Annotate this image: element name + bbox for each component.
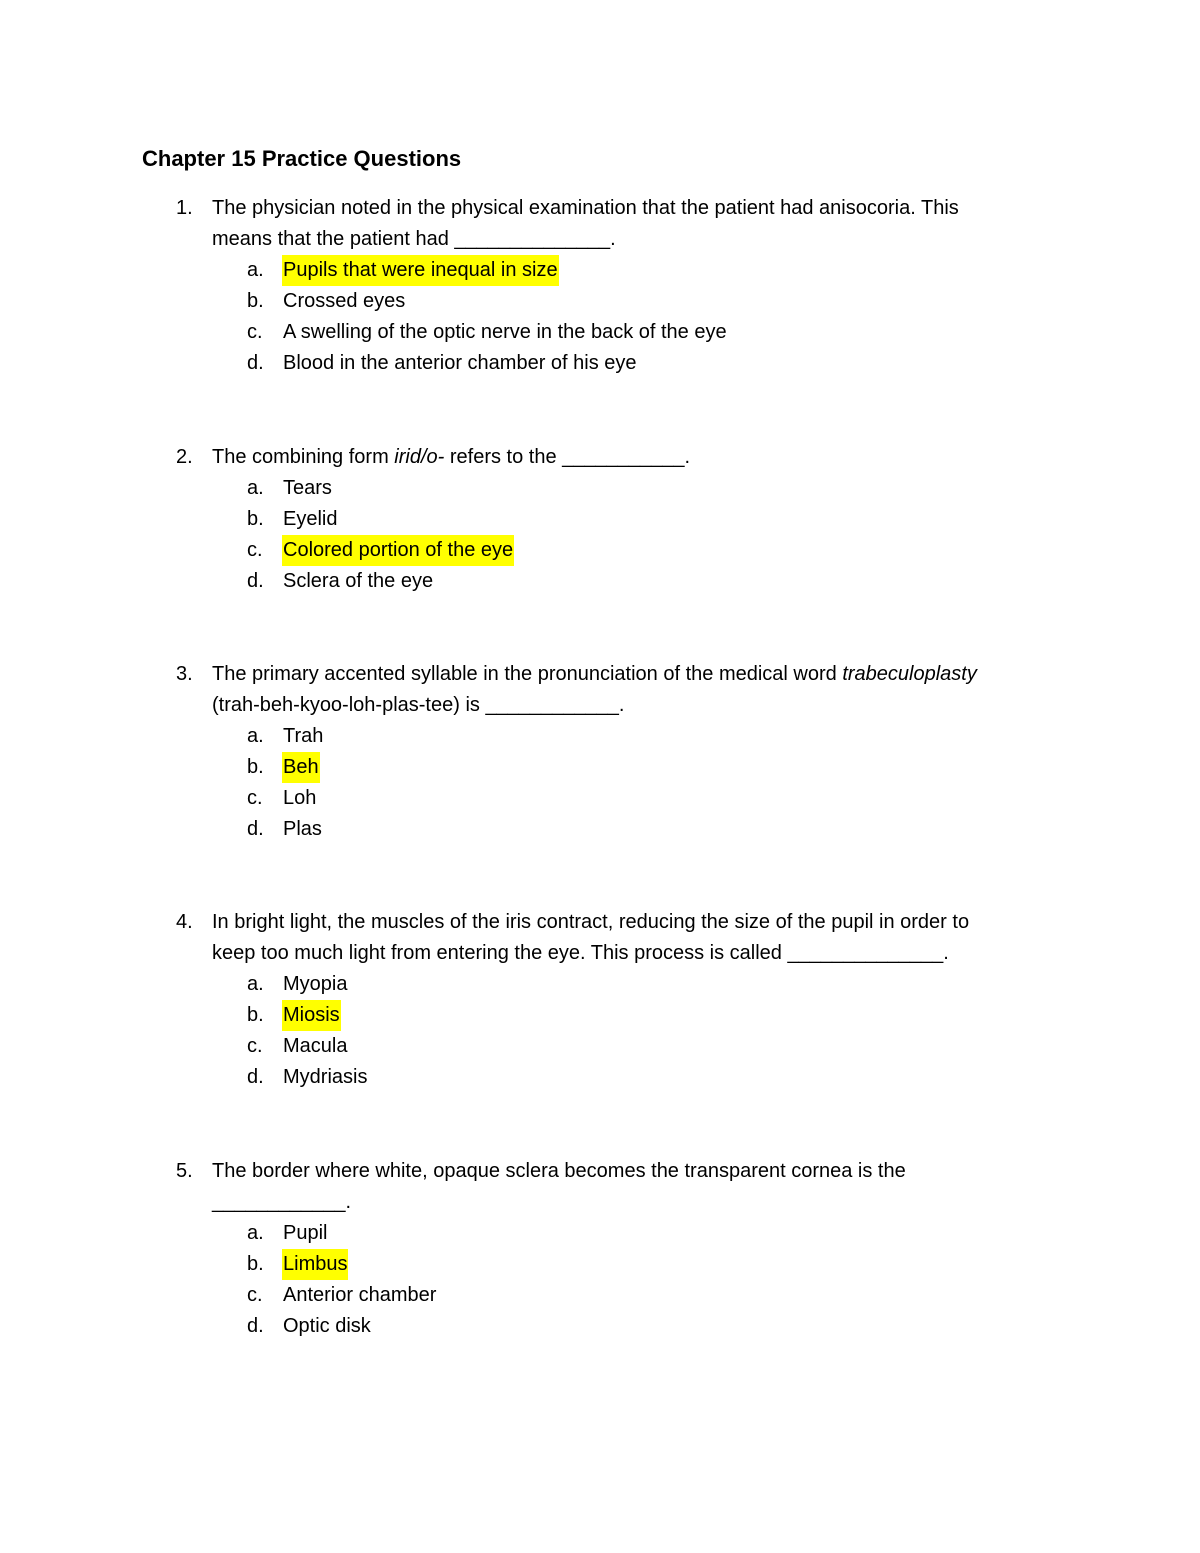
option-letter: b. bbox=[247, 508, 264, 530]
answer-option-b bbox=[0, 1249, 1200, 1280]
option-text: Trah bbox=[283, 725, 324, 747]
option-letter: a. bbox=[247, 259, 264, 281]
question-line-2: ____________. bbox=[212, 1191, 352, 1213]
question-number: 2. bbox=[176, 446, 193, 468]
option-letter: a. bbox=[247, 725, 264, 747]
answer-option-b bbox=[0, 1000, 1200, 1031]
answer-option-a bbox=[0, 255, 1200, 286]
option-letter: d. bbox=[247, 352, 264, 374]
question-text-part: The primary accented syllable in the pronunciation of the medical word bbox=[212, 663, 843, 685]
option-text: Plas bbox=[283, 818, 322, 840]
option-letter: d. bbox=[247, 1315, 264, 1337]
option-letter: b. bbox=[247, 756, 264, 778]
page-title: Chapter 15 Practice Questions bbox=[142, 146, 462, 171]
question-line-1 bbox=[212, 659, 1072, 690]
option-letter: b. bbox=[247, 1004, 264, 1026]
answer-option-b bbox=[0, 752, 1200, 783]
answer-option-c bbox=[0, 1280, 1200, 1311]
option-text-highlighted: Limbus bbox=[282, 1249, 348, 1280]
question-line-2: means that the patient had ______________. bbox=[212, 228, 616, 250]
option-letter: d. bbox=[247, 1066, 264, 1088]
option-text: Tears bbox=[283, 477, 332, 499]
option-text: Optic disk bbox=[283, 1315, 371, 1337]
answer-option-a bbox=[0, 1218, 1200, 1249]
option-text-highlighted: Colored portion of the eye bbox=[282, 535, 514, 566]
question-number: 4. bbox=[176, 911, 193, 933]
option-letter: d. bbox=[247, 570, 264, 592]
option-letter: c. bbox=[247, 321, 263, 343]
answer-option-d bbox=[0, 814, 1200, 845]
answer-option-c bbox=[0, 783, 1200, 814]
answer-option-a bbox=[0, 473, 1200, 504]
option-text: Macula bbox=[283, 1035, 348, 1057]
question-number: 5. bbox=[176, 1160, 193, 1182]
option-text: Myopia bbox=[283, 973, 348, 995]
option-letter: b. bbox=[247, 290, 264, 312]
answer-option-d bbox=[0, 348, 1200, 379]
question-text bbox=[212, 659, 1072, 721]
option-text-highlighted: Pupils that were inequal in size bbox=[282, 255, 559, 286]
question-line-2: keep too much light from entering the eye. This process is called ______________. bbox=[212, 942, 949, 964]
question-line-2: (trah-beh-kyoo-loh-plas-tee) is ____________. bbox=[212, 694, 625, 716]
question-text bbox=[212, 907, 1072, 969]
option-letter: c. bbox=[247, 1035, 263, 1057]
option-letter: a. bbox=[247, 1222, 264, 1244]
answer-option-c bbox=[0, 535, 1200, 566]
question-text bbox=[212, 1156, 1072, 1218]
question-text-part: The combining form bbox=[212, 446, 395, 468]
option-text-highlighted: Beh bbox=[282, 752, 320, 783]
option-text: Loh bbox=[283, 787, 317, 809]
option-text: Crossed eyes bbox=[283, 290, 406, 312]
question-term-italic: trabeculoplasty bbox=[842, 663, 977, 685]
option-letter: c. bbox=[247, 1284, 263, 1306]
question-text bbox=[212, 442, 1072, 473]
answer-option-d bbox=[0, 566, 1200, 597]
option-letter: a. bbox=[247, 973, 264, 995]
option-letter: c. bbox=[247, 787, 263, 809]
option-text: Mydriasis bbox=[283, 1066, 368, 1088]
option-text: A swelling of the optic nerve in the back of the eye bbox=[283, 321, 727, 343]
answer-option-a bbox=[0, 969, 1200, 1000]
question-number: 1. bbox=[176, 197, 193, 219]
question-line-1: The physician noted in the physical examination that the patient had anisocoria. This bbox=[212, 197, 959, 219]
option-letter: a. bbox=[247, 477, 264, 499]
question-term-italic: irid/o- bbox=[394, 446, 445, 468]
question-text bbox=[212, 193, 1072, 255]
answer-option-a bbox=[0, 721, 1200, 752]
answer-option-c bbox=[0, 1031, 1200, 1062]
option-letter: b. bbox=[247, 1253, 264, 1275]
option-text: Anterior chamber bbox=[283, 1284, 437, 1306]
question-text-part: refers to the ___________. bbox=[444, 446, 691, 468]
option-letter: c. bbox=[247, 539, 263, 561]
option-text: Pupil bbox=[283, 1222, 328, 1244]
answer-option-d bbox=[0, 1311, 1200, 1342]
question-number: 3. bbox=[176, 663, 193, 685]
answer-option-c bbox=[0, 317, 1200, 348]
question-line-1: In bright light, the muscles of the iris contract, reducing the size of the pupil in order to bbox=[212, 911, 970, 933]
option-text: Blood in the anterior chamber of his eye bbox=[283, 352, 637, 374]
answer-option-b bbox=[0, 504, 1200, 535]
option-text: Eyelid bbox=[283, 508, 338, 530]
question-line-1: The border where white, opaque sclera becomes the transparent cornea is the bbox=[212, 1160, 906, 1182]
option-letter: d. bbox=[247, 818, 264, 840]
answer-option-d bbox=[0, 1062, 1200, 1093]
question-line-1 bbox=[212, 442, 1072, 473]
answer-option-b bbox=[0, 286, 1200, 317]
option-text-highlighted: Miosis bbox=[282, 1000, 341, 1031]
option-text: Sclera of the eye bbox=[283, 570, 434, 592]
